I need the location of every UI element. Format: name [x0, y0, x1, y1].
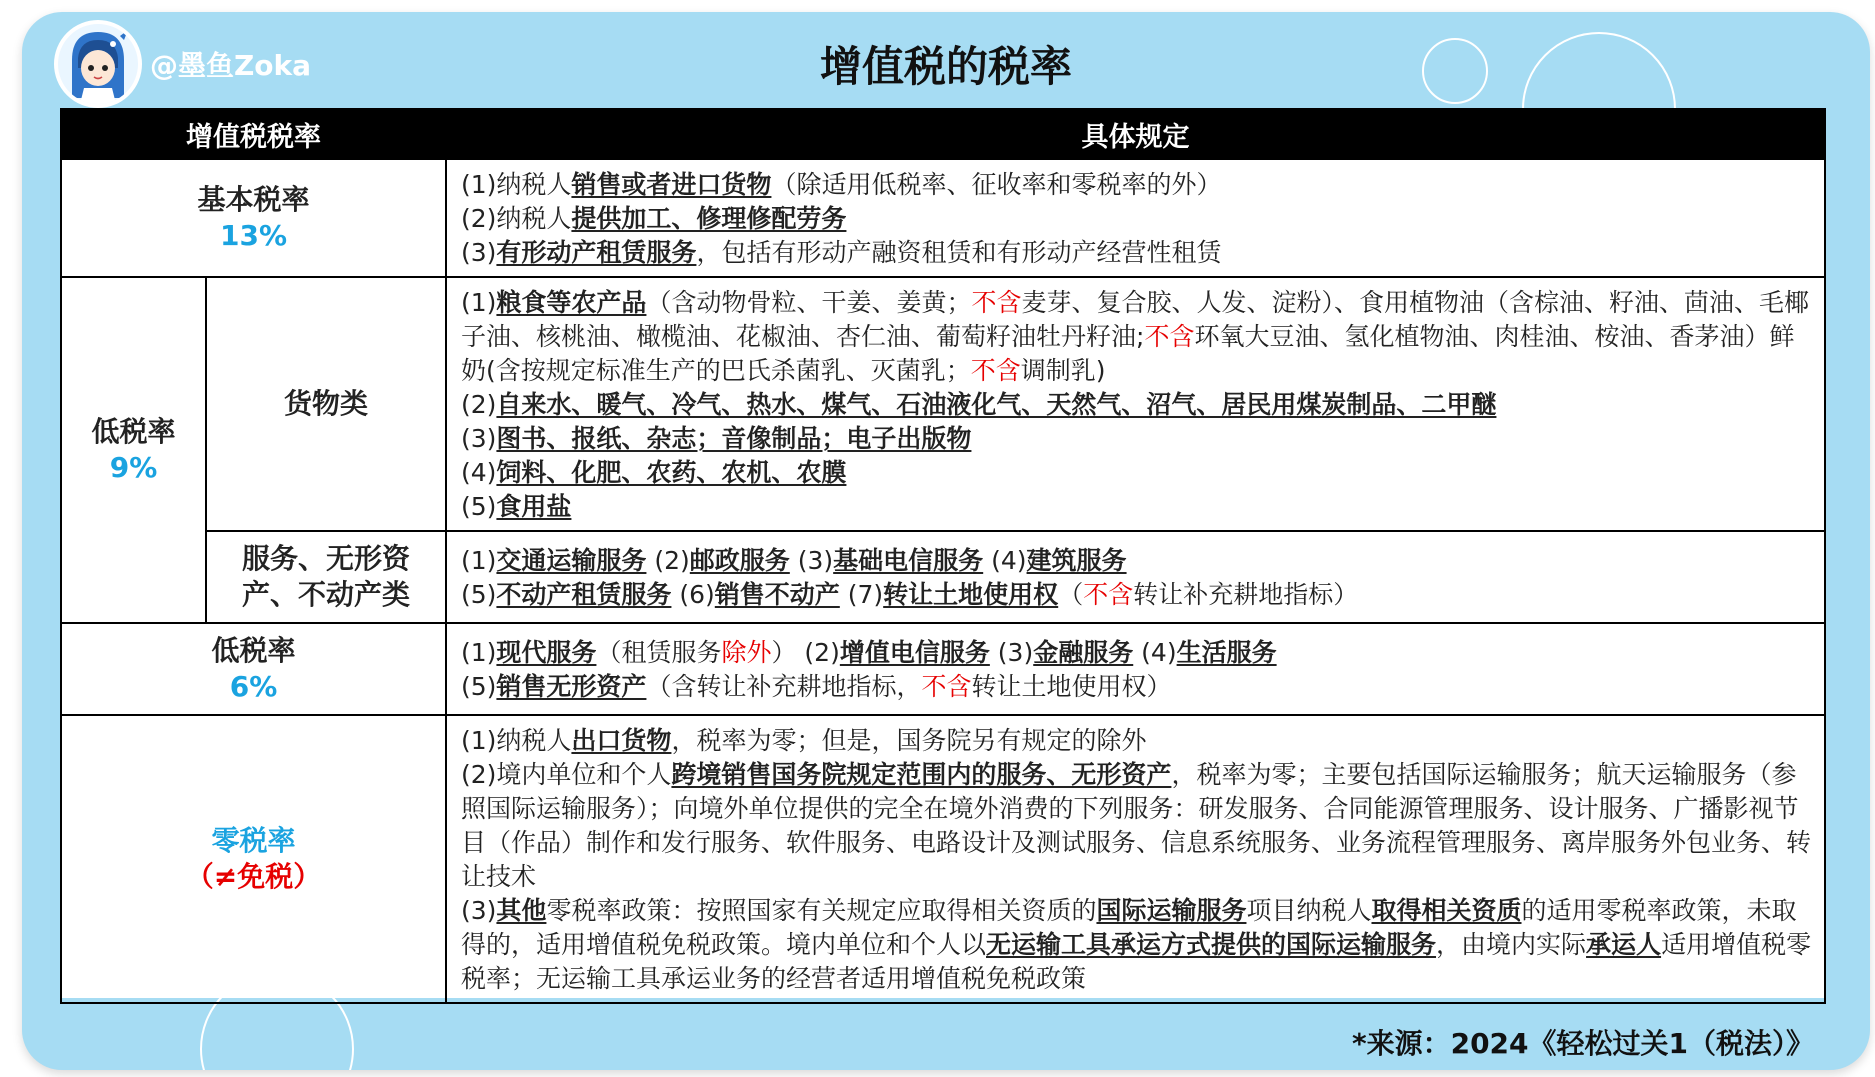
rule-text: (4): [983, 546, 1027, 575]
low-rate-9-label: 低税率: [91, 414, 176, 448]
rule-text: （含转让补充耕地指标，: [646, 672, 922, 701]
rule-key-term: 国际运输服务: [1096, 896, 1247, 925]
rule-text: （租赁服务: [596, 638, 722, 667]
rule-key-term: 提供加工、修理修配劳务: [571, 204, 847, 233]
table-row: [61, 623, 1825, 715]
table-row: [61, 159, 1825, 277]
rule-key-term: 饲料、化肥、农药、农机、农膜: [496, 458, 847, 487]
rule-text: 项目纳税人: [1246, 896, 1372, 925]
rule-text: (7): [839, 580, 884, 609]
rule-line: [461, 544, 1812, 578]
rule-key-term: 销售不动产: [714, 580, 840, 609]
author-handle: @墨鱼Zoka: [150, 49, 312, 82]
rule-text: 转让土地使用权）: [971, 672, 1172, 701]
low-rate-6-label: 低税率: [211, 633, 296, 667]
rule-text: (3): [461, 896, 497, 925]
basic-rate-rules: [446, 159, 1825, 277]
basic-rate-label: 基本税率: [197, 182, 310, 216]
exclusion-tag: 不含: [1083, 580, 1134, 609]
table-row: [61, 277, 1825, 531]
zero-rate-rules: [446, 715, 1825, 1003]
rule-key-term: 基础电信服务: [833, 546, 984, 575]
rule-text: (6): [671, 580, 715, 609]
col-header-rules: 具体规定: [446, 109, 1825, 159]
services-category-text: 服务、无形资产、不动产类: [241, 541, 410, 611]
rule-text: ，税率为零；主要包括国际运输服务；航天运输服务（参照国际运输服务）；向境外单位提供的完全在境外消费的下列服务：研发服务、合同能源管理服务、设计服务、广播影视节目（作品）制作和发行服务、软件服务、电路设计及测试服务、信息系统服务、业务流程管理服务、离岸服务外包业务、转让技术: [461, 760, 1812, 891]
rule-text: (1)纳税人: [461, 726, 572, 755]
rule-key-term: 食用盐: [496, 492, 572, 521]
goods-rules: [446, 277, 1825, 531]
low-rate-9-cell: [61, 277, 206, 623]
rule-text: (5): [461, 580, 497, 609]
exclusion-tag: 不含: [970, 356, 1021, 385]
low-rate-6-cell: [61, 623, 446, 715]
rule-text: 转让补充耕地指标）: [1133, 580, 1359, 609]
rule-key-term: 不动产租赁服务: [496, 580, 672, 609]
rule-key-term: 建筑服务: [1026, 546, 1127, 575]
rule-key-term: 其他: [496, 896, 547, 925]
rule-text: 调制乳): [1020, 356, 1106, 385]
rule-text: (3): [789, 546, 834, 575]
rule-text: (3): [461, 424, 497, 453]
rule-text: （: [1058, 580, 1084, 609]
rule-text: (2): [646, 546, 690, 575]
rule-line: [461, 422, 1812, 456]
rule-text: 麦芽、复合胶、人发、淀粉）、食用植物油（含棕油、籽油、茴油、毛椰子油、核桃油、橄榄油、花椒油、杏仁油、葡萄籽油牡丹籽油;: [461, 288, 1809, 351]
rule-text: (3): [989, 638, 1034, 667]
rule-text: ，由境内实际: [1436, 930, 1587, 959]
rule-text: (4): [461, 458, 497, 487]
rule-text: (5): [461, 492, 497, 521]
page-title: 增值税的税率: [819, 42, 1072, 91]
col-header-rate: 增值税税率: [61, 109, 446, 159]
table-row: [61, 715, 1825, 1003]
zero-rate-cell: [61, 715, 446, 1003]
basic-rate-cell: [61, 159, 446, 277]
exclusion-tag: 不含: [971, 288, 1022, 317]
rule-key-term: 自来水、暖气、冷气、热水、煤气、石油液化气、天然气、沼气、居民用煤炭制品、二甲醚: [496, 390, 1497, 419]
table-row: [61, 531, 1825, 623]
rule-text: （除适用低税率、征收率和零税率的外）: [771, 170, 1222, 199]
basic-rate-value: 13%: [219, 219, 288, 252]
low-rate-9-value: 9%: [109, 451, 158, 484]
rule-line: [461, 168, 1812, 202]
rule-text: (2): [461, 390, 497, 419]
rule-text: (2)纳税人: [461, 204, 572, 233]
table-header-row: [61, 109, 1825, 159]
rule-text: 环氧大豆油、氢化植物油、肉桂油、桉油、香茅油）鲜奶(含按规定标准生产的巴氏杀菌乳、灭菌乳；: [461, 322, 1795, 385]
rule-text: ，包括有形动产融资租赁和有形动产经营性租赁: [696, 238, 1222, 267]
source-citation: *来源：2024《轻松过关1（税法）》: [1351, 1027, 1814, 1060]
zero-rate-label: 零税率: [211, 823, 296, 857]
rule-key-term: 有形动产租赁服务: [496, 238, 697, 267]
exclusion-tag: 除外: [721, 638, 772, 667]
rule-text: 零税率政策：按照国家有关规定应取得相关资质的: [546, 896, 1097, 925]
rule-key-term: 销售或者进口货物: [571, 170, 772, 199]
rule-key-term: 交通运输服务: [496, 546, 647, 575]
rule-key-term: 图书、报纸、杂志；音像制品；电子出版物: [496, 424, 972, 453]
rule-line: [461, 894, 1812, 996]
rule-key-term: 销售无形资产: [496, 672, 647, 701]
vat-rate-table: [60, 108, 1824, 998]
rule-line: [461, 670, 1812, 704]
rule-text: (2)境内单位和个人: [461, 760, 672, 789]
rule-key-term: 邮政服务: [689, 546, 790, 575]
rule-key-term: 无运输工具承运方式提供的国际运输服务: [986, 930, 1437, 959]
goods-category-label: 货物类: [206, 277, 446, 531]
rule-key-term: 生活服务: [1176, 638, 1277, 667]
rule-key-term: 转让土地使用权: [883, 580, 1059, 609]
rule-key-term: 粮食等农产品: [496, 288, 647, 317]
rule-text: (4): [1133, 638, 1177, 667]
zero-rate-note: （≠免税）: [185, 860, 322, 893]
services-category-label: [206, 531, 446, 623]
rule-line: [461, 388, 1812, 422]
rule-line: [461, 286, 1812, 388]
rule-line: [461, 724, 1812, 758]
rule-text: (1): [461, 638, 497, 667]
card-background: [22, 12, 1870, 1070]
rule-line: [461, 202, 1812, 236]
rule-text: （含动物骨粒、干姜、姜黄；: [646, 288, 972, 317]
low-rate-6-value: 6%: [229, 670, 278, 703]
rule-line: [461, 758, 1812, 894]
rule-key-term: 承运人: [1586, 930, 1662, 959]
rule-text: (5): [461, 672, 497, 701]
rule-line: [461, 636, 1812, 670]
rule-line: [461, 456, 1812, 490]
rule-key-term: 现代服务: [496, 638, 597, 667]
rule-text: 的适用零税率政策，未取得的，适用增值税免税政策。境内单位和个人以: [461, 896, 1797, 959]
rule-key-term: 出口货物: [571, 726, 672, 755]
rule-text: (3): [461, 238, 497, 267]
rule-text: (1): [461, 288, 497, 317]
rule-key-term: 金融服务: [1033, 638, 1134, 667]
services-rules: [446, 531, 1825, 623]
rule-text: ） (2): [771, 638, 840, 667]
exclusion-tag: 不含: [921, 672, 972, 701]
rule-text: (1): [461, 546, 497, 575]
rule-key-term: 跨境销售国务院规定范围内的服务、无形资产: [671, 760, 1172, 789]
rule-text: ，税率为零；但是，国务院另有规定的除外: [671, 726, 1147, 755]
rule-key-term: 增值电信服务: [839, 638, 990, 667]
rule-text: (1)纳税人: [461, 170, 572, 199]
rule-text: 适用增值税零税率；无运输工具承运业务的经营者适用增值税免税政策: [461, 930, 1812, 993]
rule-line: [461, 578, 1812, 612]
exclusion-tag: 不含: [1144, 322, 1195, 351]
rule-line: [461, 490, 1812, 524]
low-rate-6-rules: [446, 623, 1825, 715]
rule-key-term: 取得相关资质: [1371, 896, 1522, 925]
rule-line: [461, 236, 1812, 270]
